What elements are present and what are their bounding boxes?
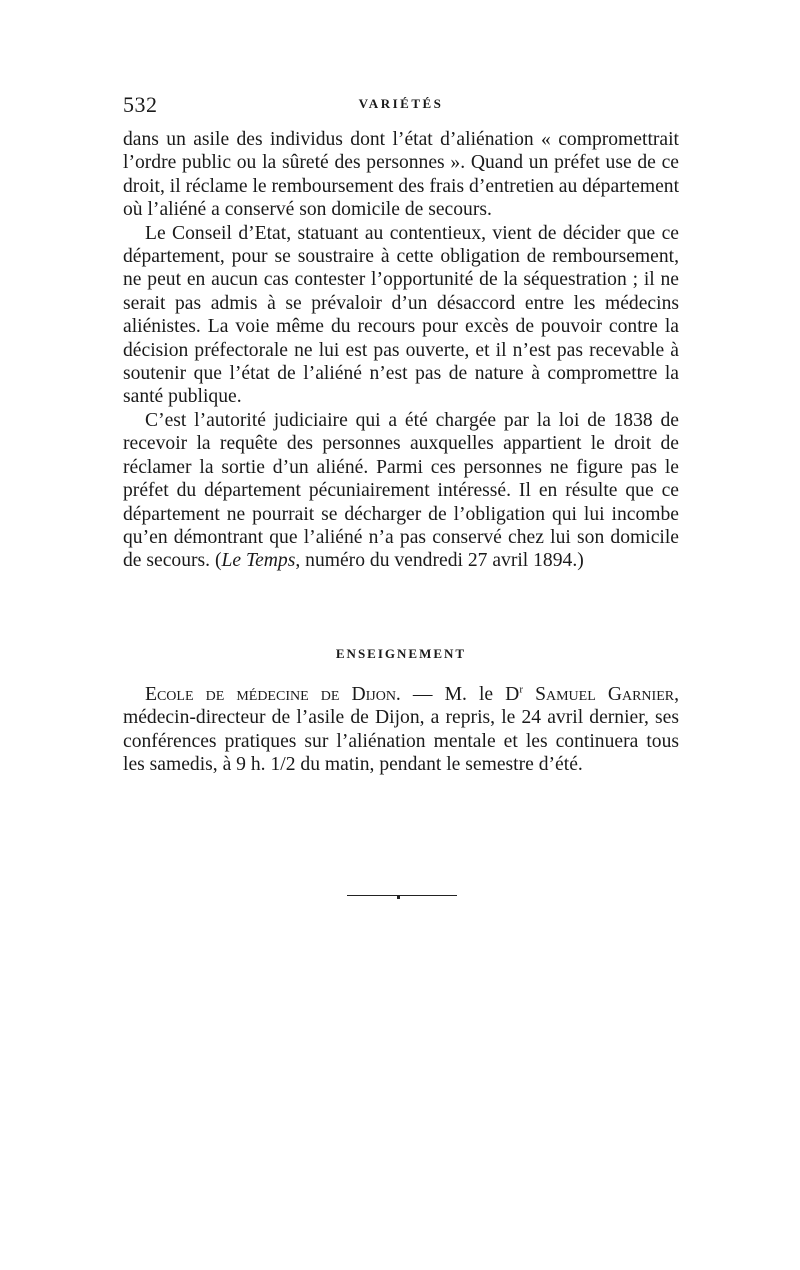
person-name: Samuel Garnier	[523, 684, 675, 705]
section-lead: Ecole de médecine de Dijon.	[145, 684, 401, 705]
paragraph-2: Le Conseil d’Etat, statuant au contentieux, vient de décider que ce département, pour se soustraire à cette obligation de remboursement, ne peut en aucun cas contester l’opportunité de la séquestration ; il ne serait pas admis à se prévaloir d’un désaccord entre les médecins aliénistes. La voie même du recours pour excès de pouvoir contre la décision préfectorale ne lui est pas ouverte, et il n’est pas recevable à soutenir que l’état de l’aliéné n’est pas de nature à compromettre la santé publique.	[123, 222, 679, 408]
section-body	[123, 683, 679, 777]
page-number: 532	[123, 92, 158, 117]
running-head	[123, 92, 679, 120]
section-heading: ENSEIGNEMENT	[335, 646, 467, 661]
end-rule-dot	[397, 895, 400, 899]
section-dash: — M. le D	[400, 684, 520, 705]
source-title: Le Temps	[221, 550, 296, 572]
dr-superscript: r	[519, 683, 524, 696]
paragraph-3-citation: , numéro du vendredi 27 avril 1894.)	[295, 550, 584, 572]
paragraph-1: dans un asile des individus dont l’état d’aliénation « compromettrait l’ordre public ou la sûreté des personnes ». Quand un préfet use de ce droit, il réclame le remboursement des frais d’entretien au département où l’aliéné a conservé son domicile de secours.	[123, 129, 680, 221]
section-paragraph	[123, 683, 679, 777]
running-title: VARIÉTÉS	[358, 96, 444, 111]
paragraph-3	[123, 409, 679, 573]
section-rest: , médecin-directeur de l’asile de Dijon, a repris, le 24 avril dernier, ses conférences pratiques sur l’aliénation mentale et les continuera tous les samedis, à 9 h. 1/2 du matin, pendant le semestre d’été.	[123, 684, 679, 776]
article-body	[123, 128, 679, 573]
end-rule	[347, 895, 457, 896]
paragraph-3-text: C’est l’autorité judiciaire qui a été chargée par la loi de 1838 de recevoir la requête des personnes auxquelles appartient le droit de réclamer la sortie d’un aliéné. Parmi ces personnes ne figure pas le préfet du département pécuniairement intéressé. Il en résulte que ce département ne pourrait se décharger de l’obligation qui lui incombe qu’en démontrant que l’aliéné n’a pas conservé chez lui son domicile de secours. (	[123, 409, 679, 572]
